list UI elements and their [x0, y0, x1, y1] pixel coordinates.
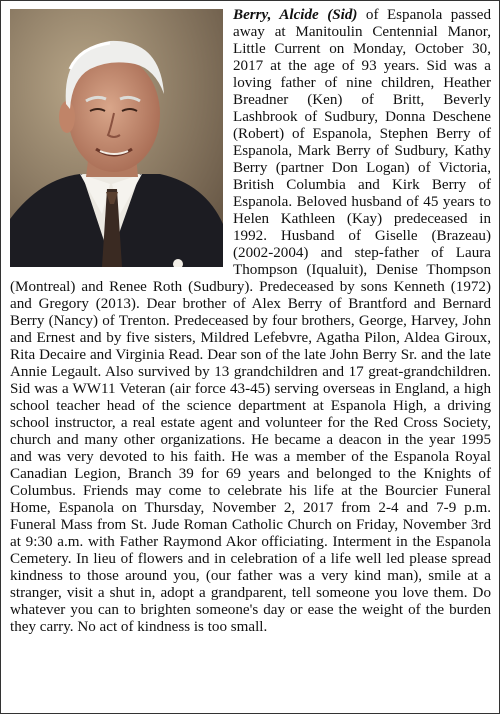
deceased-name: Berry, Alcide (Sid) [233, 7, 358, 23]
portrait-photo [10, 9, 223, 267]
obituary-body: of Espanola passed away at Manitoulin Centennial Manor, Little Current on Monday, October 30, 2017 at the age of 93 years. Sid was a loving father of nine children, Heather Breadner (Ken) of Britt, Beverly Lashbrook of Sudbury, Donna Deschene (Robert) of Espanola, Stephen Berry of Espanola, Mark Berry of Sudbury, Kathy Berry (partner Don Logan) of Victoria, British Columbia and Kirk Berry of Espanola. Beloved husband of 45 years to Helen Kathleen (Kay) predeceased in 1992. Husband of Giselle (Brazeau) (2002-2004) and step-father of Laura Thompson (Iqualuit), Denise Thompson (Montreal) and Renee Roth (Sudbury). Predeceased by sons Kenneth (1972) and Gregory (2013). Dear brother of Alex Berry of Brantford and Bernard Berry (Nancy) of Trenton. Predeceased by four brothers, George, Harvey, John and Ernest and by five sisters, Mildred Lefebvre, Agatha Pilon, Aldea Giroux, Rita Decaire and Virginia Read. Dear son of the late John Berry Sr. and the late Annie Legault. Also survived by 13 grandchildren and 17 great-grandchildren. Sid was a WW11 Veteran (air force 43-45) serving overseas in England, a high school teacher head of the science department at Espanola High, a driving school instructor, a real estate agent and volunteer for the Red Cross Society, church and many other organizations. He became a deacon in the year 1995 and was very devoted to his faith. He was a member of the Espanola Royal Canadian Legion, Branch 39 for 69 years and belonged to the Knights of Columbus. Friends may come to celebrate his life at the Bourcier Funeral Home, Espanola on Thursday, November 2, 2017 from 2-4 and 7-9 p.m. Funeral Mass from St. Jude Roman Catholic Church on Friday, November 3rd at 9:30 a.m. with Father Raymond Akor officiating. Interment in the Espanola Cemetery. In lieu of flowers and in celebration of a life well led please spread kindness to those around you, (our father was a very kind man), smile at a stranger, visit a shut in, adopt a grandparent, tell someone you love them. Do whatever you can to brighten someone's day or ease the weight of the burden they carry. No act of kindness is too small. [10, 7, 491, 635]
